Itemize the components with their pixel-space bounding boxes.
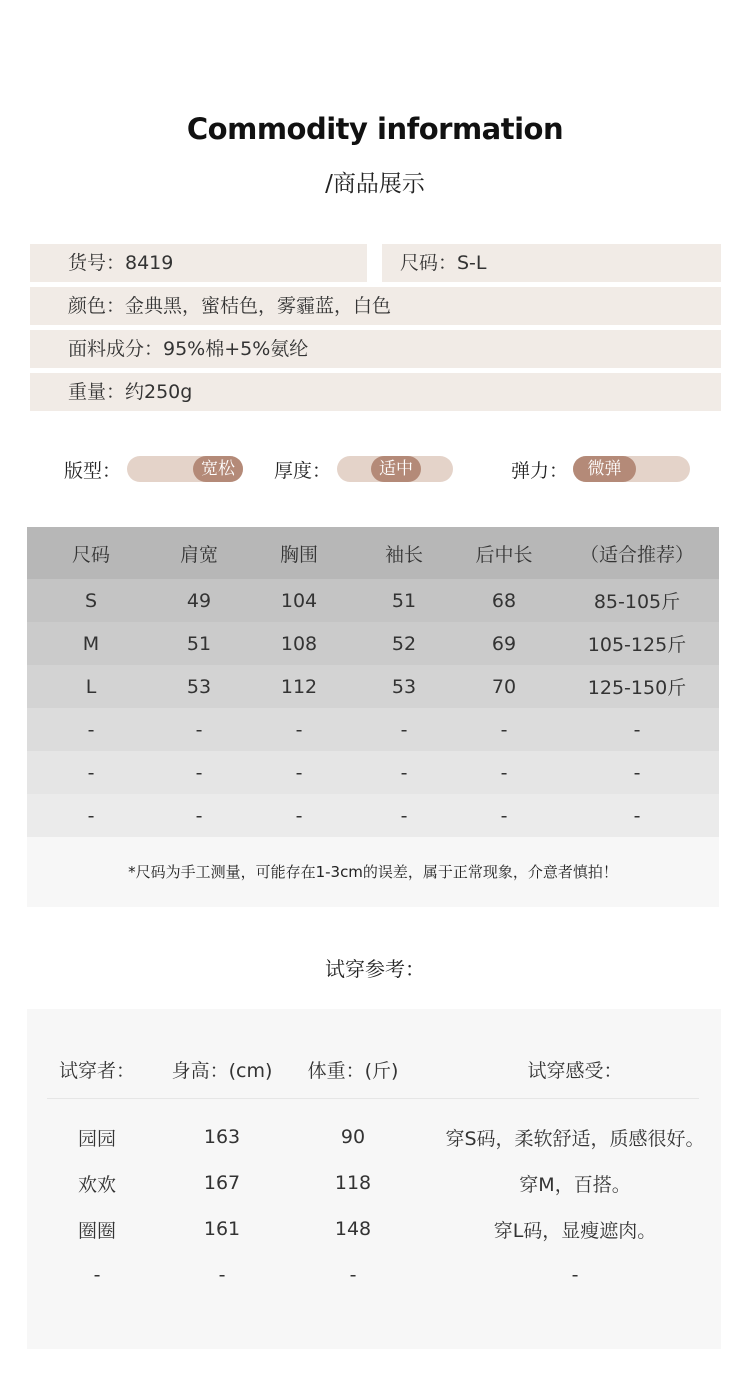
trial-feedback: 穿L码，显瘦遮肉。 xyxy=(493,1219,657,1242)
trial-panel xyxy=(27,1009,721,1349)
cell-size: L xyxy=(85,675,97,698)
trial-heading: 试穿参考： xyxy=(325,957,425,981)
trial-wearer: 欢欢 xyxy=(77,1173,116,1196)
trial-weight: - xyxy=(349,1264,357,1286)
cell-shoulder: 49 xyxy=(186,589,212,612)
fit-gauge xyxy=(127,456,243,482)
header-chest: 胸围 xyxy=(279,543,318,566)
cell-chest: - xyxy=(295,804,303,827)
trial-header-weight: 体重：(斤) xyxy=(307,1059,399,1082)
cell-size: M xyxy=(82,632,100,655)
elasticity-label: 弹力： xyxy=(511,460,569,482)
cell-length: 69 xyxy=(491,632,517,655)
cell-size: - xyxy=(87,718,95,741)
cell-shoulder: 53 xyxy=(186,675,212,698)
header-sleeve: 袖长 xyxy=(384,543,423,566)
thickness-label: 厚度： xyxy=(274,460,332,482)
cell-sleeve: - xyxy=(400,804,408,827)
cell-length: 68 xyxy=(491,589,517,612)
cell-sleeve: 51 xyxy=(391,589,417,612)
cell-recommend: 125-150斤 xyxy=(587,677,687,699)
cell-shoulder: - xyxy=(195,718,203,741)
thickness-gauge xyxy=(337,456,453,482)
cell-recommend: - xyxy=(633,761,641,784)
trial-row xyxy=(27,1114,721,1160)
cell-length: - xyxy=(500,804,508,827)
trial-feedback: - xyxy=(571,1264,579,1286)
fit-label: 版型： xyxy=(64,460,122,482)
table-row xyxy=(27,708,719,751)
page-subtitle: /商品展示 xyxy=(325,171,425,197)
cell-chest: - xyxy=(295,718,303,741)
trial-header xyxy=(27,1046,721,1092)
cell-length: 70 xyxy=(491,675,517,698)
table-row xyxy=(27,794,719,837)
cell-recommend: - xyxy=(633,804,641,827)
cell-sleeve: 53 xyxy=(391,675,417,698)
weight: 重量：约250g xyxy=(30,373,721,411)
thickness-value: 适中 xyxy=(371,456,421,482)
cell-chest: 104 xyxy=(280,589,318,612)
measurement-note: *尺码为手工测量，可能存在1-3cm的误差，属于正常现象，介意者慎拍！ xyxy=(27,837,719,907)
table-row xyxy=(27,622,719,665)
trial-row xyxy=(27,1252,721,1298)
trial-height: 167 xyxy=(203,1172,241,1194)
item-number: 货号：8419 xyxy=(30,244,367,282)
cell-length: - xyxy=(500,761,508,784)
trial-wearer: - xyxy=(93,1264,101,1286)
fabric-composition: 面料成分：95%棉+5%氨纶 xyxy=(30,330,721,368)
trial-header-wearer: 试穿者： xyxy=(58,1059,135,1082)
cell-chest: 108 xyxy=(280,632,318,655)
color-options: 颜色：金典黑，蜜桔色，雾霾蓝，白色 xyxy=(30,287,721,325)
header-size: 尺码 xyxy=(71,543,110,566)
trial-feedback: 穿S码，柔软舒适，质感很好。 xyxy=(445,1127,705,1150)
cell-sleeve: 52 xyxy=(391,632,417,655)
size-range: 尺码：S-L xyxy=(382,244,721,282)
trial-feedback: 穿M，百搭。 xyxy=(519,1173,631,1196)
cell-chest: - xyxy=(295,761,303,784)
cell-chest: 112 xyxy=(280,675,318,698)
cell-size: - xyxy=(87,761,95,784)
cell-size: S xyxy=(84,589,98,612)
size-table-header xyxy=(27,527,719,579)
fit-value: 宽松 xyxy=(193,456,243,482)
cell-sleeve: - xyxy=(400,718,408,741)
table-row xyxy=(27,579,719,622)
cell-shoulder: - xyxy=(195,761,203,784)
elasticity-gauge xyxy=(573,456,690,482)
trial-wearer: 圈圈 xyxy=(77,1219,116,1242)
size-table xyxy=(27,527,719,907)
cell-length: - xyxy=(500,718,508,741)
cell-sleeve: - xyxy=(400,761,408,784)
elasticity-value: 微弹 xyxy=(573,456,636,482)
trial-weight: 118 xyxy=(334,1172,372,1194)
trial-weight: 90 xyxy=(340,1126,366,1148)
trial-row xyxy=(27,1160,721,1206)
header-recommend: （适合推荐） xyxy=(579,543,694,566)
trial-height: 161 xyxy=(203,1218,241,1240)
trial-wearer: 园园 xyxy=(77,1127,116,1150)
divider xyxy=(47,1098,699,1099)
cell-recommend: 85-105斤 xyxy=(593,591,681,613)
trial-header-height: 身高：(cm) xyxy=(171,1059,273,1082)
table-row xyxy=(27,751,719,794)
trial-row xyxy=(27,1206,721,1252)
cell-size: - xyxy=(87,804,95,827)
trial-weight: 148 xyxy=(334,1218,372,1240)
cell-shoulder: 51 xyxy=(186,632,212,655)
table-row xyxy=(27,665,719,708)
trial-height: 163 xyxy=(203,1126,241,1148)
header-length: 后中长 xyxy=(475,543,533,566)
trial-header-feedback: 试穿感受： xyxy=(527,1059,623,1082)
page-title: Commodity information xyxy=(186,112,564,146)
cell-recommend: 105-125斤 xyxy=(587,634,687,656)
cell-recommend: - xyxy=(633,718,641,741)
header-shoulder: 肩宽 xyxy=(179,543,218,566)
cell-shoulder: - xyxy=(195,804,203,827)
trial-height: - xyxy=(218,1264,226,1286)
